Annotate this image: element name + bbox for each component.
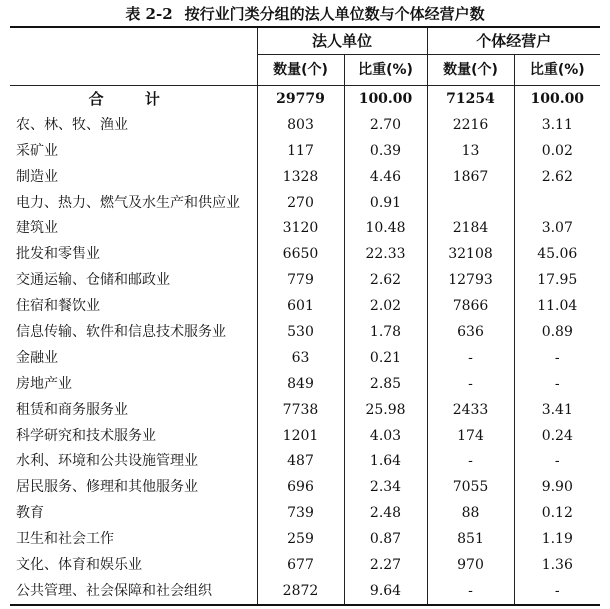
industry-name: 卫生和社会工作 xyxy=(16,531,114,548)
individual-count: 2433 xyxy=(427,397,514,423)
table-row xyxy=(10,267,600,293)
legal-ratio: 2.48 xyxy=(344,500,427,526)
individual-count: 174 xyxy=(427,423,514,449)
industry-name: 房地产业 xyxy=(16,375,72,392)
total-individual-ratio: 100.00 xyxy=(514,86,600,112)
individual-ratio: 0.89 xyxy=(514,319,600,345)
industry-name: 农、林、牧、渔业 xyxy=(16,116,128,133)
legal-ratio: 2.02 xyxy=(344,293,427,319)
individual-ratio: 0.24 xyxy=(514,423,600,449)
table-row xyxy=(10,319,600,345)
table-title xyxy=(0,4,610,24)
individual-ratio: 0.02 xyxy=(514,138,600,164)
header-row-groups xyxy=(10,27,600,55)
individual-count: - xyxy=(427,578,514,605)
legal-ratio: 10.48 xyxy=(344,215,427,241)
individual-ratio: 0.12 xyxy=(514,500,600,526)
individual-count: - xyxy=(427,345,514,371)
individual-count: 88 xyxy=(427,500,514,526)
table-row xyxy=(10,578,600,605)
industry-name: 住宿和餐饮业 xyxy=(16,298,100,315)
legal-count: 1201 xyxy=(257,423,344,449)
individual-count: 32108 xyxy=(427,241,514,267)
industry-name: 教育 xyxy=(16,505,44,522)
individual-ratio: 3.41 xyxy=(514,397,600,423)
header-legal-ratio: 比重(%) xyxy=(344,55,427,86)
legal-count: 696 xyxy=(257,474,344,500)
industry-name: 文化、体育和娱乐业 xyxy=(16,556,142,573)
table-header xyxy=(10,27,600,86)
legal-count: 6650 xyxy=(257,241,344,267)
industry-name: 水利、环境和公共设施管理业 xyxy=(16,453,198,470)
legal-ratio: 2.34 xyxy=(344,474,427,500)
table-row xyxy=(10,112,600,138)
total-label: 合 计 xyxy=(88,89,178,108)
table-body xyxy=(10,86,600,605)
legal-count: 270 xyxy=(257,190,344,216)
legal-ratio: 0.87 xyxy=(344,526,427,552)
individual-count: 7055 xyxy=(427,474,514,500)
legal-ratio: 2.85 xyxy=(344,371,427,397)
total-row xyxy=(10,86,600,112)
table-row xyxy=(10,215,600,241)
header-row-columns xyxy=(10,55,600,86)
individual-ratio: 1.19 xyxy=(514,526,600,552)
table-row xyxy=(10,138,600,164)
legal-ratio: 4.46 xyxy=(344,164,427,190)
legal-ratio: 0.39 xyxy=(344,138,427,164)
table-row xyxy=(10,552,600,578)
individual-ratio: 3.07 xyxy=(514,215,600,241)
industry-name: 租赁和商务服务业 xyxy=(16,401,128,418)
individual-count: 2216 xyxy=(427,112,514,138)
industry-name: 采矿业 xyxy=(16,142,58,159)
industry-name: 信息传输、软件和信息技术服务业 xyxy=(16,323,226,340)
table-row xyxy=(10,448,600,474)
header-corner-lower xyxy=(10,55,257,86)
industry-table xyxy=(10,26,600,606)
individual-ratio: 11.04 xyxy=(514,293,600,319)
individual-ratio: 1.36 xyxy=(514,552,600,578)
individual-count: 12793 xyxy=(427,267,514,293)
individual-count: 2184 xyxy=(427,215,514,241)
industry-name: 科学研究和技术服务业 xyxy=(16,427,156,444)
legal-count: 601 xyxy=(257,293,344,319)
legal-ratio: 22.33 xyxy=(344,241,427,267)
legal-ratio: 9.64 xyxy=(344,578,427,605)
individual-ratio: - xyxy=(514,448,600,474)
individual-ratio: 2.62 xyxy=(514,164,600,190)
table-row xyxy=(10,345,600,371)
individual-count: - xyxy=(427,448,514,474)
total-legal-ratio: 100.00 xyxy=(344,86,427,112)
table-row xyxy=(10,500,600,526)
legal-count: 677 xyxy=(257,552,344,578)
legal-count: 779 xyxy=(257,267,344,293)
individual-count: 7866 xyxy=(427,293,514,319)
header-individual-households: 个体经营户 xyxy=(427,27,600,55)
legal-ratio: 1.78 xyxy=(344,319,427,345)
legal-count: 803 xyxy=(257,112,344,138)
table-row xyxy=(10,164,600,190)
legal-count: 63 xyxy=(257,345,344,371)
table-row xyxy=(10,371,600,397)
legal-count: 2872 xyxy=(257,578,344,605)
legal-count: 739 xyxy=(257,500,344,526)
industry-name: 公共管理、社会保障和社会组织 xyxy=(16,582,212,599)
legal-ratio: 1.64 xyxy=(344,448,427,474)
legal-count: 487 xyxy=(257,448,344,474)
industry-name: 居民服务、修理和其他服务业 xyxy=(16,479,198,496)
header-individual-ratio: 比重(%) xyxy=(514,55,600,86)
legal-count: 530 xyxy=(257,319,344,345)
legal-ratio: 2.62 xyxy=(344,267,427,293)
table-title-text: 按行业门类分组的法人单位数与个体经营户数 xyxy=(184,5,485,23)
table-row xyxy=(10,241,600,267)
table-row xyxy=(10,190,600,216)
table-row xyxy=(10,474,600,500)
table-row xyxy=(10,526,600,552)
individual-count: 636 xyxy=(427,319,514,345)
individual-ratio: 17.95 xyxy=(514,267,600,293)
table-row xyxy=(10,423,600,449)
individual-ratio: - xyxy=(514,578,600,605)
individual-count: 851 xyxy=(427,526,514,552)
header-legal-count: 数量(个) xyxy=(257,55,344,86)
header-corner xyxy=(10,27,257,55)
individual-ratio: - xyxy=(514,371,600,397)
individual-ratio: 9.90 xyxy=(514,474,600,500)
table-number: 表 2-2 xyxy=(125,5,173,23)
individual-count: 1867 xyxy=(427,164,514,190)
legal-ratio: 25.98 xyxy=(344,397,427,423)
legal-ratio: 2.27 xyxy=(344,552,427,578)
table-row xyxy=(10,397,600,423)
industry-name: 建筑业 xyxy=(16,220,58,237)
industry-name: 制造业 xyxy=(16,168,58,185)
header-individual-count: 数量(个) xyxy=(427,55,514,86)
industry-name: 批发和零售业 xyxy=(16,246,100,263)
legal-ratio: 2.70 xyxy=(344,112,427,138)
legal-ratio: 0.91 xyxy=(344,190,427,216)
individual-ratio xyxy=(514,190,600,216)
total-individual-count: 71254 xyxy=(427,86,514,112)
industry-name: 金融业 xyxy=(16,349,58,366)
legal-count: 3120 xyxy=(257,215,344,241)
individual-count: 13 xyxy=(427,138,514,164)
legal-count: 117 xyxy=(257,138,344,164)
individual-count: 970 xyxy=(427,552,514,578)
legal-count: 1328 xyxy=(257,164,344,190)
legal-count: 849 xyxy=(257,371,344,397)
legal-count: 259 xyxy=(257,526,344,552)
legal-ratio: 4.03 xyxy=(344,423,427,449)
industry-name: 交通运输、仓储和邮政业 xyxy=(16,272,170,289)
individual-ratio: - xyxy=(514,345,600,371)
legal-ratio: 0.21 xyxy=(344,345,427,371)
individual-count xyxy=(427,190,514,216)
industry-name: 电力、热力、燃气及水生产和供应业 xyxy=(16,194,240,211)
individual-ratio: 3.11 xyxy=(514,112,600,138)
header-legal-units: 法人单位 xyxy=(257,27,427,55)
individual-count: - xyxy=(427,371,514,397)
legal-count: 7738 xyxy=(257,397,344,423)
individual-ratio: 45.06 xyxy=(514,241,600,267)
total-legal-count: 29779 xyxy=(257,86,344,112)
table-row xyxy=(10,293,600,319)
